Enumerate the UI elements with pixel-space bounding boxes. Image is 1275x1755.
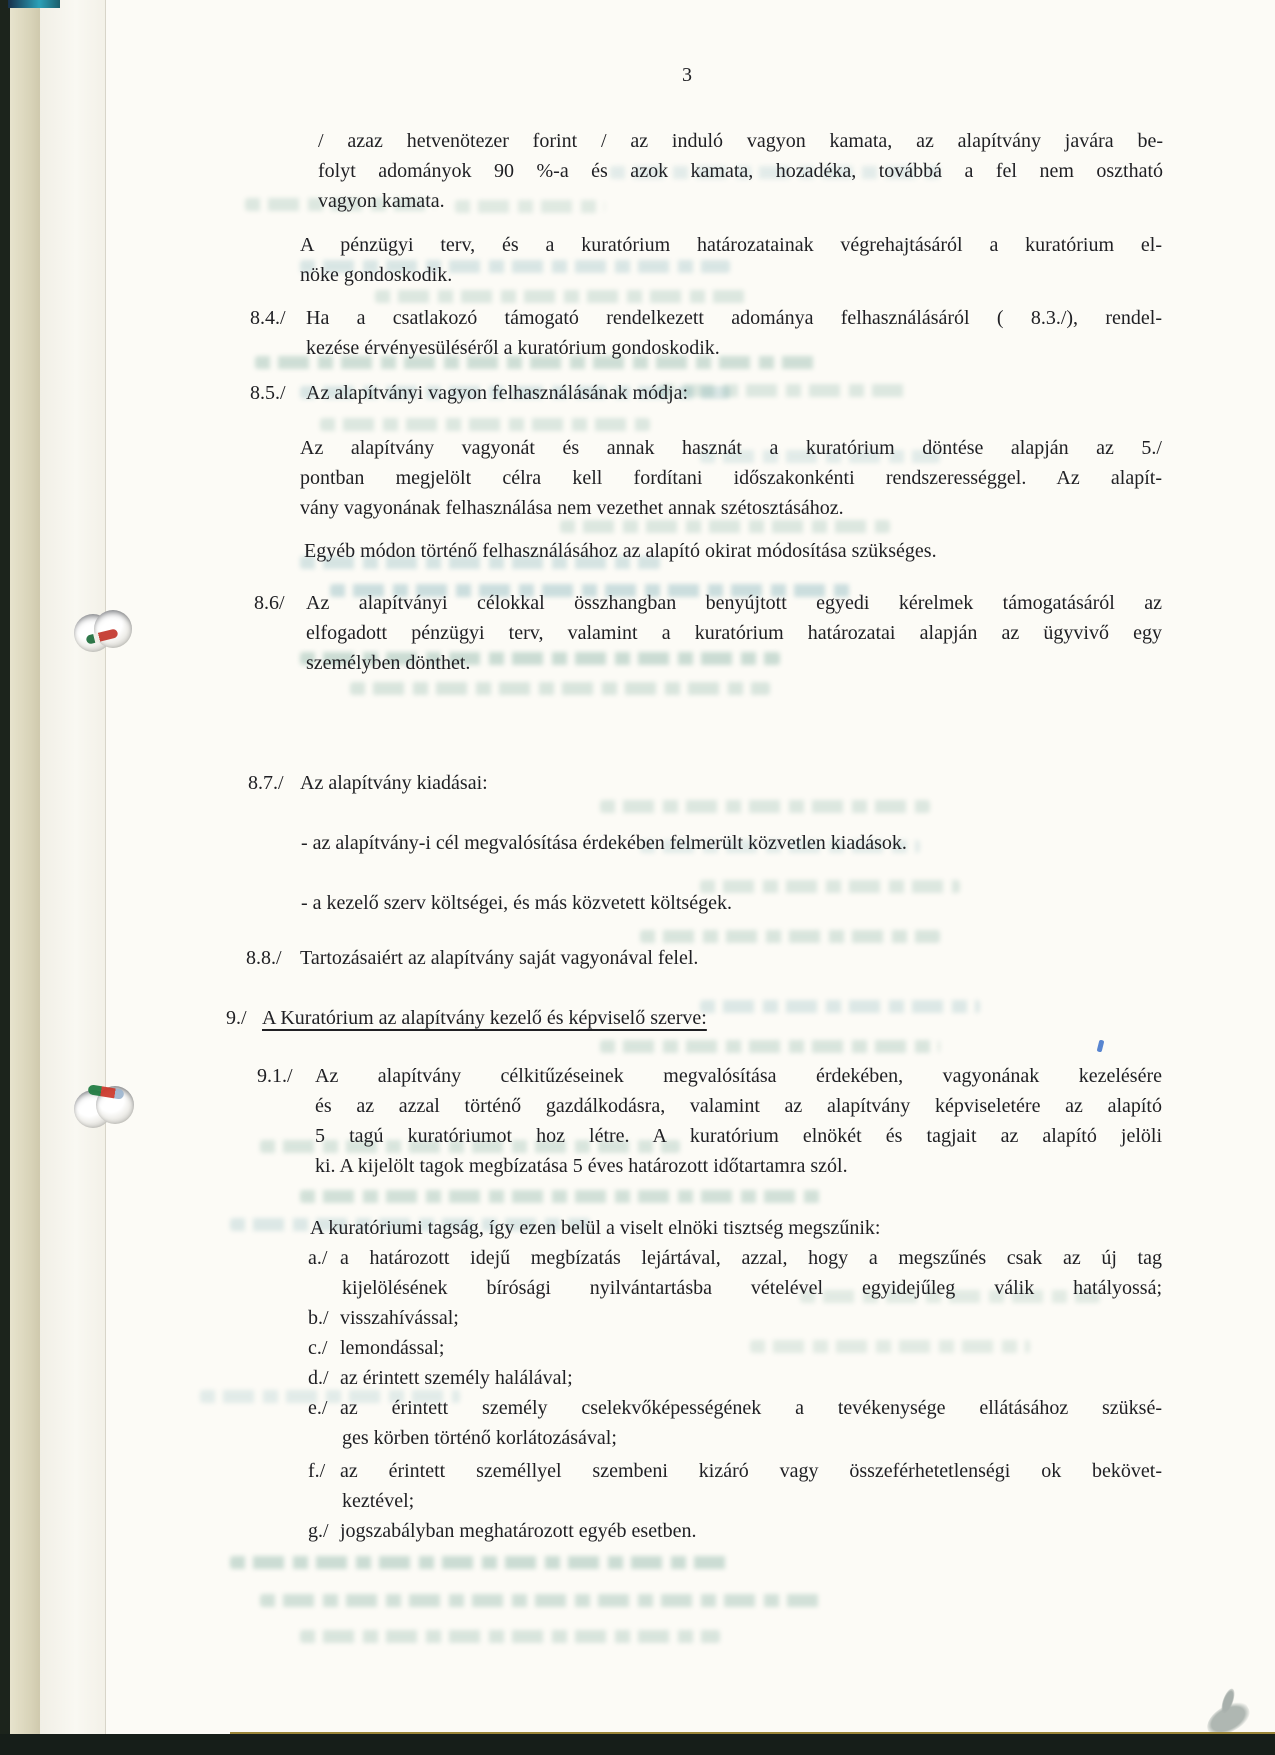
text-line: ki. A kijelölt tagok megbízatása 5 éves határozott időtartamra szól. [315, 1155, 848, 1177]
list-label: d./ [308, 1367, 329, 1389]
section-heading [262, 1003, 707, 1033]
paper-edge-cream [10, 0, 40, 1755]
ink-bleed [350, 682, 770, 695]
text-line: jogszabályban meghatározott egyéb esetben. [340, 1520, 697, 1542]
text-line: / azaz hetvenötezer forint / az induló vagyon kamata, az alapítvány javára be- [318, 130, 1163, 152]
ink-bleed [700, 1000, 980, 1013]
blue-ink-speck [1097, 1040, 1105, 1053]
text-line: lemondással; [340, 1337, 445, 1359]
text-line: - az alapítvány-i cél megvalósítása érdekében felmerült közvetlen kiadások. [301, 832, 907, 854]
text-line: visszahívással; [340, 1307, 459, 1329]
text-line: és az azzal történő gazdálkodásra, valamint az alapítvány képviseletére az alapító [315, 1095, 1162, 1117]
paper-edge-dark [0, 0, 10, 1755]
ink-bleed [230, 1556, 730, 1569]
text-line: Az alapítványi célokkal összhangban benyújtott egyedi kérelmek támogatásáról az [306, 592, 1162, 614]
ink-bleed [600, 800, 930, 813]
text-line: Az alapítványi vagyon felhasználásának módja: [306, 382, 689, 404]
text-line: az érintett személy cselekvőképességének a tevékenysége ellátásához szüksé- [340, 1397, 1162, 1419]
text-line: Az alapítvány kiadásai: [300, 772, 488, 794]
text-line: Egyéb módon történő felhasználásához az alapító okirat módosítása szükséges. [304, 540, 937, 562]
text-line: A kuratóriumi tagság, így ezen belül a viselt elnöki tisztség megszűnik: [310, 1217, 881, 1239]
text-line: az érintett személy halálával; [340, 1367, 573, 1389]
text-line: Ha a csatlakozó támogató rendelkezett adománya felhasználásáról ( 8.3./), rendel- [306, 307, 1162, 329]
list-label: g./ [308, 1520, 329, 1542]
text-line: vagyon kamata. [318, 190, 445, 212]
text-line: kijelölésének bírósági nyilvántartásba vételével egyidejűleg válik hatályossá; [342, 1277, 1162, 1299]
bottom-scan-bar [0, 1734, 1275, 1755]
ink-bleed [320, 418, 650, 431]
text-line: A pénzügyi terv, és a kuratórium határozatainak végrehajtásáról a kuratórium el- [300, 234, 1162, 256]
text-line: személyben dönthet. [306, 652, 471, 674]
ink-bleed [260, 1594, 820, 1607]
section-label: 8.8./ [246, 947, 282, 969]
ink-bleed [300, 1190, 820, 1203]
text-line: ges körben történő korlátozásával; [342, 1427, 617, 1449]
ink-bleed [455, 200, 605, 213]
text-line: Az alapítvány vagyonát és annak hasznát a kuratórium döntése alapján az 5./ [300, 437, 1162, 459]
top-binding-notch [8, 0, 60, 8]
binding-hole-top [74, 608, 134, 656]
text-line: keztével; [342, 1490, 415, 1512]
text-line: kezése érvényesüléséről a kuratórium gondoskodik. [306, 337, 720, 359]
text-line: nöke gondoskodik. [300, 264, 453, 286]
list-label: f./ [308, 1460, 326, 1482]
ink-bleed [375, 290, 745, 303]
text-line: folyt adományok 90 %-a és azok kamata, hozadéka, továbbá a fel nem osztható [318, 160, 1163, 182]
list-label: c./ [308, 1337, 328, 1359]
list-label: e./ [308, 1397, 328, 1419]
text-line: vány vagyonának felhasználása nem vezethet annak szétosztásához. [300, 497, 844, 519]
ink-bleed [660, 384, 910, 397]
ink-bleed [640, 930, 940, 943]
page-number: 3 [682, 64, 692, 86]
text-line: pontban megjelölt célra kell fordítani időszakonkénti rendszerességgel. Az alapít- [300, 467, 1162, 489]
text-line: - a kezelő szerv költségei, és más közvetett költségek. [301, 892, 732, 914]
list-label: a./ [308, 1247, 328, 1269]
ink-bleed [700, 880, 960, 893]
ink-bleed [300, 1630, 720, 1643]
text-line: a határozott idejű megbízatás lejártával, azzal, hogy a megszűnés csak az új tag [340, 1247, 1162, 1269]
binding-hole-bottom [72, 1080, 134, 1130]
text-line: 5 tagú kuratóriumot hoz létre. A kuratórium elnökét és tagjait az alapító jelöli [315, 1125, 1162, 1147]
section-label: 8.6/ [254, 592, 285, 614]
section-label: 8.7./ [248, 772, 284, 794]
section-label: 8.5./ [250, 382, 286, 404]
section-label: 8.4./ [250, 307, 286, 329]
paper-under-sheet [40, 0, 106, 1755]
text-line: az érintett személlyel szembeni kizáró vagy összeférhetetlenségi ok bekövet- [340, 1460, 1162, 1482]
heading-underline: A Kuratórium az alapítvány kezelő és képviselő szerve: [262, 1007, 707, 1029]
text-line: Tartozásaiért az alapítvány saját vagyonával felel. [300, 947, 699, 969]
list-label: b./ [308, 1307, 329, 1329]
section-label: 9.1./ [257, 1065, 293, 1087]
page-fold-line [105, 0, 106, 1755]
section-label: 9./ [226, 1007, 247, 1029]
text-line: Az alapítvány célkitűzéseinek megvalósítása érdekében, vagyonának kezelésére [315, 1065, 1162, 1087]
ink-bleed [600, 1040, 940, 1053]
ink-bleed [750, 1340, 1030, 1353]
text-line: elfogadott pénzügyi terv, valamint a kuratórium határozatai alapján az ügyvivő egy [306, 622, 1162, 644]
